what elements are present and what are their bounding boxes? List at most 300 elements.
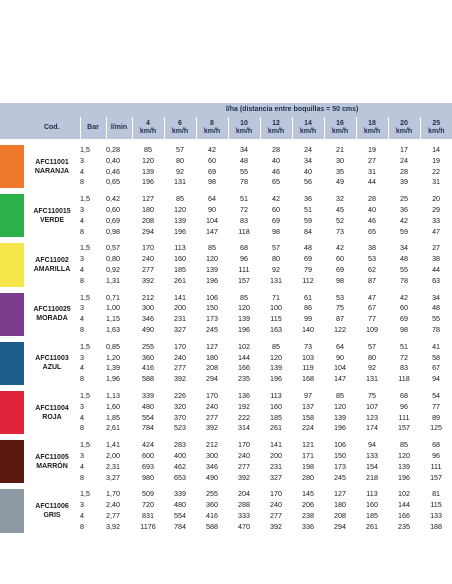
rate-value: 173 bbox=[206, 314, 218, 324]
pressure-value: 4 bbox=[80, 264, 84, 274]
color-swatch bbox=[0, 440, 24, 483]
rate-value: 57 bbox=[368, 341, 376, 351]
rate-value: 69 bbox=[336, 264, 344, 274]
pressure-value: 8 bbox=[80, 177, 84, 187]
flow-value: 1,20 bbox=[106, 352, 120, 362]
rate-value: 120 bbox=[142, 155, 154, 165]
flow-value: 2,77 bbox=[106, 510, 120, 520]
header-speed: 4 km/h bbox=[132, 117, 164, 139]
rate-value: 139 bbox=[142, 166, 154, 176]
rate-value: 75 bbox=[336, 303, 344, 313]
rate-value: 25 bbox=[400, 194, 408, 204]
rate-value: 77 bbox=[432, 401, 441, 411]
table-row bbox=[0, 293, 452, 304]
rate-value: 64 bbox=[208, 194, 216, 204]
flow-value: 0,57 bbox=[106, 243, 120, 253]
rate-value: 68 bbox=[240, 243, 248, 253]
rate-value: 90 bbox=[208, 204, 216, 214]
pressure-value: 4 bbox=[80, 363, 84, 373]
rate-value: 168 bbox=[302, 374, 314, 384]
flow-value: 0,65 bbox=[106, 177, 120, 187]
color-swatch bbox=[0, 194, 24, 237]
rate-value: 360 bbox=[206, 500, 218, 510]
rate-value: 79 bbox=[304, 264, 312, 274]
nozzle-color-name: GRIS bbox=[43, 511, 61, 519]
rate-value: 277 bbox=[206, 412, 218, 422]
rate-value: 245 bbox=[206, 324, 218, 334]
table-row bbox=[0, 145, 452, 156]
flow-value: 1,15 bbox=[106, 314, 120, 324]
rate-value: 157 bbox=[430, 472, 443, 482]
rate-value: 60 bbox=[272, 204, 280, 214]
rate-value: 245 bbox=[334, 472, 346, 482]
rate-value: 157 bbox=[398, 423, 410, 433]
rate-value: 370 bbox=[174, 412, 186, 422]
rate-value: 52 bbox=[336, 215, 344, 225]
rate-value: 170 bbox=[142, 243, 154, 253]
table-row bbox=[0, 391, 452, 402]
rate-value: 57 bbox=[176, 145, 184, 154]
nozzle-color-name: VERDE bbox=[39, 216, 65, 224]
pressure-value: 1,5 bbox=[80, 145, 90, 154]
rate-value: 123 bbox=[366, 412, 378, 422]
rate-value: 185 bbox=[174, 264, 186, 274]
rate-value: 67 bbox=[368, 303, 376, 313]
flow-value: 1,60 bbox=[106, 401, 120, 411]
rate-value: 89 bbox=[432, 412, 441, 422]
pressure-value: 1,5 bbox=[80, 489, 90, 499]
rate-value: 173 bbox=[334, 461, 346, 471]
rate-value: 58 bbox=[432, 352, 441, 362]
rate-value: 320 bbox=[174, 401, 186, 411]
rate-value: 48 bbox=[240, 155, 248, 165]
rate-value: 120 bbox=[174, 204, 186, 214]
rate-value: 59 bbox=[400, 226, 408, 236]
flow-value: 0,40 bbox=[106, 155, 120, 165]
rate-value: 46 bbox=[272, 166, 280, 176]
nozzle-code-cell bbox=[24, 489, 80, 532]
rate-value: 392 bbox=[238, 472, 250, 482]
rate-value: 131 bbox=[270, 275, 282, 285]
rate-value: 222 bbox=[238, 412, 250, 422]
rate-value: 111 bbox=[238, 264, 250, 274]
rate-value: 40 bbox=[368, 204, 376, 214]
rate-value: 24 bbox=[304, 145, 312, 154]
rate-value: 55 bbox=[240, 166, 248, 176]
rate-value: 720 bbox=[142, 500, 154, 510]
flow-value: 0,71 bbox=[106, 292, 120, 302]
flow-value: 1,39 bbox=[106, 363, 120, 373]
rate-value: 78 bbox=[400, 275, 408, 285]
rate-value: 29 bbox=[432, 204, 441, 214]
rate-value: 139 bbox=[398, 461, 410, 471]
rate-value: 98 bbox=[336, 275, 344, 285]
rate-value: 131 bbox=[366, 374, 378, 384]
pressure-value: 3 bbox=[80, 500, 84, 510]
rate-value: 180 bbox=[142, 204, 154, 214]
rate-value: 45 bbox=[336, 204, 344, 214]
rate-value: 196 bbox=[174, 226, 186, 236]
flow-value: 0,80 bbox=[106, 254, 120, 264]
flow-value: 0,98 bbox=[106, 226, 120, 236]
rate-value: 139 bbox=[174, 215, 186, 225]
rate-value: 73 bbox=[336, 226, 344, 236]
pressure-value: 3 bbox=[80, 204, 84, 214]
pressure-value: 3 bbox=[80, 352, 84, 362]
rate-value: 424 bbox=[142, 440, 154, 450]
rate-value: 122 bbox=[334, 324, 346, 334]
pressure-value: 3 bbox=[80, 401, 84, 411]
flow-value: 2,00 bbox=[106, 450, 120, 460]
header-speed: 14 km/h bbox=[292, 117, 324, 139]
header-speed: 12 km/h bbox=[260, 117, 292, 139]
rate-value: 462 bbox=[174, 461, 186, 471]
rate-value: 42 bbox=[208, 145, 216, 154]
rate-value: 48 bbox=[432, 303, 441, 313]
rate-value: 107 bbox=[366, 401, 378, 411]
rate-value: 90 bbox=[336, 352, 344, 362]
rate-value: 72 bbox=[400, 352, 408, 362]
rate-value: 200 bbox=[174, 303, 186, 313]
rate-value: 38 bbox=[368, 243, 376, 253]
nozzle-code: AFC11004 bbox=[35, 404, 69, 412]
rate-value: 288 bbox=[238, 500, 250, 510]
rate-value: 69 bbox=[208, 166, 216, 176]
flow-value: 1,85 bbox=[106, 412, 120, 422]
rate-value: 160 bbox=[270, 401, 282, 411]
flow-value: 1,13 bbox=[106, 390, 120, 400]
pressure-value: 1,5 bbox=[80, 390, 90, 400]
rate-value: 171 bbox=[302, 450, 314, 460]
rate-value: 40 bbox=[272, 155, 280, 165]
rate-value: 170 bbox=[238, 440, 250, 450]
rate-value: 96 bbox=[400, 401, 408, 411]
rate-value: 120 bbox=[398, 450, 410, 460]
rate-value: 136 bbox=[238, 390, 250, 400]
rate-value: 127 bbox=[206, 341, 218, 351]
rate-value: 140 bbox=[302, 324, 314, 334]
rate-value: 60 bbox=[400, 303, 408, 313]
rate-value: 111 bbox=[430, 461, 442, 471]
rate-value: 85 bbox=[208, 243, 216, 253]
rate-value: 19 bbox=[368, 145, 376, 154]
rate-value: 277 bbox=[142, 264, 154, 274]
rate-value: 40 bbox=[304, 166, 312, 176]
rate-value: 300 bbox=[206, 450, 218, 460]
rate-value: 19 bbox=[432, 155, 441, 165]
rate-value: 104 bbox=[206, 215, 218, 225]
rate-value: 120 bbox=[206, 254, 218, 264]
nozzle-code-cell bbox=[24, 145, 80, 188]
nozzle-color-name: NARANJA bbox=[34, 167, 70, 175]
rate-value: 100 bbox=[270, 303, 282, 313]
pressure-value: 4 bbox=[80, 412, 84, 422]
rate-value: 85 bbox=[336, 390, 344, 400]
header-swatch-cell bbox=[0, 117, 24, 139]
rate-value: 80 bbox=[368, 352, 376, 362]
nozzle-flow-table bbox=[0, 103, 452, 533]
pressure-value: 8 bbox=[80, 374, 84, 384]
rate-value: 69 bbox=[304, 254, 312, 264]
pressure-value: 1,5 bbox=[80, 292, 90, 302]
rate-value: 392 bbox=[174, 374, 186, 384]
rate-value: 196 bbox=[142, 177, 154, 187]
pressure-value: 8 bbox=[80, 423, 84, 433]
rate-value: 240 bbox=[174, 352, 186, 362]
rate-value: 523 bbox=[174, 423, 186, 433]
flow-value: 1,31 bbox=[106, 275, 120, 285]
flow-value: 0,60 bbox=[106, 204, 120, 214]
rate-value: 147 bbox=[334, 374, 346, 384]
rate-value: 180 bbox=[206, 352, 218, 362]
rate-value: 240 bbox=[238, 450, 250, 460]
rate-value: 212 bbox=[142, 292, 154, 302]
table-row bbox=[0, 342, 452, 353]
color-swatch bbox=[0, 145, 24, 188]
rate-value: 144 bbox=[398, 500, 410, 510]
rate-value: 300 bbox=[142, 303, 154, 313]
flow-value: 0,92 bbox=[106, 264, 120, 274]
rate-value: 327 bbox=[270, 472, 282, 482]
rate-value: 72 bbox=[240, 204, 248, 214]
rate-value: 36 bbox=[400, 204, 408, 214]
rate-value: 77 bbox=[368, 314, 376, 324]
rate-value: 208 bbox=[142, 215, 154, 225]
rate-value: 139 bbox=[206, 264, 218, 274]
rate-value: 68 bbox=[400, 390, 408, 400]
header-speed: 18 km/h bbox=[356, 117, 388, 139]
rate-value: 47 bbox=[368, 292, 376, 302]
rate-value: 85 bbox=[400, 440, 408, 450]
nozzle-code-cell bbox=[24, 194, 80, 237]
rate-value: 51 bbox=[304, 204, 312, 214]
pressure-value: 8 bbox=[80, 275, 84, 285]
rate-value: 44 bbox=[368, 177, 376, 187]
nozzle-code-cell bbox=[24, 440, 80, 483]
rate-value: 120 bbox=[238, 303, 250, 313]
rate-value: 137 bbox=[302, 401, 314, 411]
rate-value: 480 bbox=[142, 401, 154, 411]
rate-value: 588 bbox=[142, 374, 154, 384]
rate-value: 98 bbox=[272, 226, 280, 236]
rate-value: 51 bbox=[400, 341, 408, 351]
pressure-value: 8 bbox=[80, 226, 84, 236]
rate-value: 235 bbox=[238, 374, 250, 384]
rate-value: 470 bbox=[238, 521, 250, 531]
pressure-value: 3 bbox=[80, 303, 84, 313]
rate-value: 784 bbox=[174, 521, 186, 531]
nozzle-code-cell bbox=[24, 293, 80, 336]
rate-value: 53 bbox=[336, 292, 344, 302]
pressure-value: 1,5 bbox=[80, 243, 90, 253]
nozzle-code: AFC11006 bbox=[35, 502, 69, 510]
nozzle-code: AFC11001 bbox=[35, 158, 69, 166]
rate-value: 28 bbox=[400, 166, 408, 176]
rate-value: 261 bbox=[174, 275, 186, 285]
rate-value: 235 bbox=[398, 521, 410, 531]
pressure-value: 4 bbox=[80, 215, 84, 225]
rate-value: 115 bbox=[270, 314, 282, 324]
rate-value: 64 bbox=[336, 341, 344, 351]
rate-value: 238 bbox=[302, 510, 314, 520]
rate-value: 218 bbox=[366, 472, 378, 482]
rate-value: 71 bbox=[272, 292, 280, 302]
pressure-value: 1,5 bbox=[80, 194, 90, 204]
nozzle-code: AFC110015 bbox=[33, 207, 71, 215]
rate-value: 42 bbox=[400, 292, 408, 302]
header-lmin: l/min bbox=[106, 117, 132, 139]
rate-value: 63 bbox=[432, 275, 441, 285]
rate-value: 277 bbox=[270, 510, 282, 520]
rate-value: 69 bbox=[400, 314, 408, 324]
rate-value: 212 bbox=[206, 440, 218, 450]
rate-value: 106 bbox=[334, 440, 346, 450]
rate-value: 294 bbox=[334, 521, 346, 531]
flow-value: 0,42 bbox=[106, 194, 120, 204]
rate-value: 784 bbox=[142, 423, 154, 433]
rate-value: 62 bbox=[368, 264, 376, 274]
rate-value: 400 bbox=[174, 450, 186, 460]
header-speed: 25 km/h bbox=[420, 117, 452, 139]
rate-value: 55 bbox=[432, 314, 441, 324]
rate-value: 653 bbox=[174, 472, 186, 482]
rate-value: 277 bbox=[174, 363, 186, 373]
rate-value: 31 bbox=[432, 177, 441, 187]
rate-value: 59 bbox=[304, 215, 312, 225]
rate-value: 102 bbox=[398, 489, 410, 499]
flow-value: 1,96 bbox=[106, 374, 120, 384]
rate-value: 115 bbox=[430, 500, 442, 510]
rate-value: 339 bbox=[142, 390, 154, 400]
rate-value: 106 bbox=[206, 292, 218, 302]
rate-value: 65 bbox=[368, 226, 376, 236]
header-speed: 10 km/h bbox=[228, 117, 260, 139]
table-row bbox=[0, 243, 452, 254]
nozzle-color-name: AMARILLA bbox=[33, 265, 71, 273]
rate-value: 84 bbox=[304, 226, 312, 236]
rate-value: 170 bbox=[270, 489, 282, 499]
rate-value: 113 bbox=[366, 489, 378, 499]
rate-value: 75 bbox=[368, 390, 376, 400]
rate-value: 47 bbox=[432, 226, 441, 236]
header-speed: 6 km/h bbox=[164, 117, 196, 139]
rate-value: 192 bbox=[238, 401, 250, 411]
table-row bbox=[0, 440, 452, 451]
rate-value: 67 bbox=[432, 363, 441, 373]
rate-value: 111 bbox=[398, 412, 410, 422]
rate-value: 188 bbox=[430, 521, 443, 531]
rate-value: 200 bbox=[270, 450, 282, 460]
flow-value: 1,41 bbox=[106, 440, 120, 450]
rate-value: 141 bbox=[270, 440, 282, 450]
rate-value: 48 bbox=[304, 243, 312, 253]
pressure-value: 3 bbox=[80, 450, 84, 460]
rate-value: 34 bbox=[432, 292, 441, 302]
rate-value: 28 bbox=[272, 145, 280, 154]
table-row bbox=[0, 489, 452, 500]
rate-value: 490 bbox=[142, 324, 154, 334]
rate-value: 30 bbox=[336, 155, 344, 165]
rate-value: 92 bbox=[368, 363, 376, 373]
rate-value: 180 bbox=[334, 500, 346, 510]
nozzle-color-name: MORADA bbox=[36, 315, 68, 323]
rate-value: 346 bbox=[206, 461, 218, 471]
rate-value: 283 bbox=[174, 440, 186, 450]
nozzle-code-cell bbox=[24, 243, 80, 286]
rate-value: 113 bbox=[174, 243, 186, 253]
rate-value: 14 bbox=[432, 145, 441, 154]
rate-value: 119 bbox=[302, 363, 314, 373]
rate-value: 339 bbox=[174, 489, 186, 499]
pressure-value: 1,5 bbox=[80, 440, 90, 450]
rate-value: 42 bbox=[272, 194, 280, 204]
flow-value: 1,63 bbox=[106, 324, 120, 334]
flow-value: 1,70 bbox=[106, 489, 120, 499]
rate-value: 21 bbox=[336, 145, 344, 154]
rate-value: 127 bbox=[334, 489, 346, 499]
rate-value: 65 bbox=[272, 177, 280, 187]
rate-value: 255 bbox=[142, 341, 154, 351]
table-row bbox=[0, 194, 452, 205]
flow-value: 2,61 bbox=[106, 423, 120, 433]
header-bar: Bar bbox=[80, 117, 106, 139]
rate-value: 147 bbox=[206, 226, 218, 236]
rate-value: 92 bbox=[176, 166, 184, 176]
pressure-value: 8 bbox=[80, 521, 84, 531]
rate-value: 206 bbox=[302, 500, 314, 510]
header-code: Cod. bbox=[24, 117, 80, 139]
rate-value: 346 bbox=[142, 314, 154, 324]
rate-value: 33 bbox=[432, 215, 441, 225]
rate-value: 60 bbox=[336, 254, 344, 264]
rate-value: 360 bbox=[142, 352, 154, 362]
rate-value: 693 bbox=[142, 461, 154, 471]
rate-value: 158 bbox=[302, 412, 314, 422]
rate-value: 80 bbox=[272, 254, 280, 264]
rate-value: 208 bbox=[334, 510, 346, 520]
rate-value: 831 bbox=[142, 510, 154, 520]
rate-value: 99 bbox=[304, 314, 312, 324]
rate-value: 231 bbox=[174, 314, 186, 324]
rate-value: 280 bbox=[302, 472, 314, 482]
rate-value: 49 bbox=[336, 177, 344, 187]
flow-value: 1,00 bbox=[106, 303, 120, 313]
rate-value: 38 bbox=[432, 254, 441, 264]
rate-value: 163 bbox=[270, 324, 282, 334]
nozzle-code: AFC11002 bbox=[35, 256, 69, 264]
rate-value: 277 bbox=[238, 461, 250, 471]
nozzle-code: AFC11003 bbox=[35, 355, 69, 363]
rate-value: 96 bbox=[432, 450, 441, 460]
table-main-title: l/ha (distancia entre boquillas = 50 cms) bbox=[132, 103, 452, 117]
pressure-value: 3 bbox=[80, 155, 84, 165]
rate-value: 185 bbox=[270, 412, 282, 422]
rate-value: 240 bbox=[142, 254, 154, 264]
rate-value: 261 bbox=[270, 423, 282, 433]
pressure-value: 4 bbox=[80, 461, 84, 471]
rate-value: 44 bbox=[432, 264, 441, 274]
rate-value: 54 bbox=[432, 390, 441, 400]
rate-value: 392 bbox=[142, 275, 154, 285]
nozzle-color-name: MARRÓN bbox=[36, 462, 68, 470]
rate-value: 85 bbox=[240, 292, 248, 302]
rate-value: 166 bbox=[398, 510, 410, 520]
rate-value: 226 bbox=[174, 390, 186, 400]
rate-value: 41 bbox=[432, 341, 441, 351]
rate-value: 294 bbox=[142, 226, 154, 236]
rate-value: 83 bbox=[240, 215, 248, 225]
rate-value: 141 bbox=[174, 292, 186, 302]
